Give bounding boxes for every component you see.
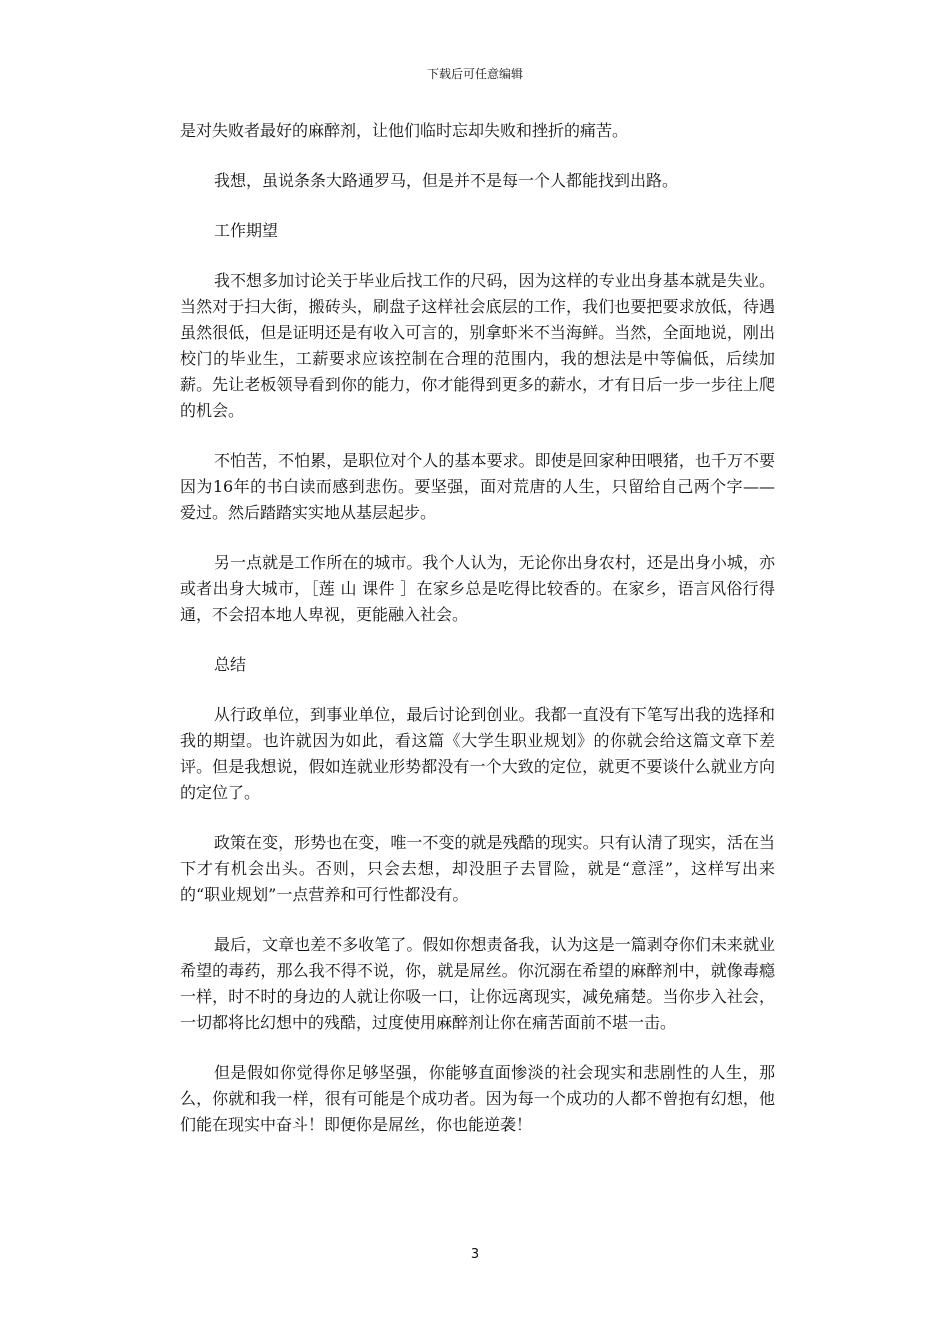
page-header: 下载后可任意编辑 (426, 67, 523, 81)
section-heading-work-expectation: 工作期望 (214, 221, 279, 240)
paragraph: 我不想多加讨论关于毕业后找工作的尺码，因为这样的专业出身基本就是失业。当然对于扫大街，搬砖头，刷盘子这样社会底层的工作，我们也要把要求放低，待遇虽然很低，但是证明还是有收入可言的，别拿虾米不当海鲜。当然，全面地说，刚出校门的毕业生，工薪要求应该控制在合理的范围内，我的想法是中等偏低，后续加薪。先让老板领导看到你的能力，你才能得到更多的薪水，才有日后一步一步往上爬的机会。 (180, 271, 775, 420)
paragraph: 不怕苦，不怕累，是职位对个人的基本要求。即使是回家种田喂猪，也千万不要因为16年的书白读而感到悲伤。要坚强，面对荒唐的人生，只留给自己两个字——爱过。然后踏踏实实地从基层起步。 (180, 451, 775, 522)
paragraph: 最后，文章也差不多收笔了。假如你想责备我，认为这是一篇剥夺你们未来就业希望的毒药，那么我不得不说，你，就是屌丝。你沉溺在希望的麻醉剂中，就像毒瘾一样，时不时的身边的人就让你吸一口，让你远离现实，减免痛楚。当你步入社会，一切都将比幻想中的残酷，过度使用麻醉剂让你在痛苦面前不堪一击。 (180, 935, 775, 1032)
paragraph: 我想，虽说条条大路通罗马，但是并不是每一个人都能找到出路。 (214, 171, 679, 190)
document-body (180, 118, 775, 1162)
paragraph: 但是假如你觉得你足够坚强，你能够直面惨淡的社会现实和悲剧性的人生，那么，你就和我一样，很有可能是个成功者。因为每一个成功的人都不曾抱有幻想，他们能在现实中奋斗！即便你是屌丝，你也能逆袭！ (180, 1063, 775, 1134)
page-number: 3 (470, 1247, 480, 1262)
paragraph: 政策在变，形势也在变，唯一不变的就是残酷的现实。只有认清了现实，活在当下才有机会出头。否则，只会去想，却没胆子去冒险，就是“意淫”，这样写出来的“职业规划”一点营养和可行性都没有。 (180, 833, 775, 904)
section-heading-summary: 总结 (214, 655, 247, 674)
paragraph: 另一点就是工作所在的城市。我个人认为，无论你出身农村，还是出身小城，亦或者出身大城市，［莲 山 课件 ］在家乡总是吃得比较香的。在家乡，语言风俗行得通，不会招本地人卑视，更能融入社会。 (180, 553, 775, 624)
paragraph: 从行政单位，到事业单位，最后讨论到创业。我都一直没有下笔写出我的选择和我的期望。也许就因为如此，看这篇《大学生职业规划》的你就会给这篇文章下差评。但是我想说，假如连就业形势都没有一个大致的定位，就更不要谈什么就业方向的定位了。 (180, 705, 775, 802)
paragraph-continuation: 是对失败者最好的麻醉剂，让他们临时忘却失败和挫折的痛苦。 (180, 121, 629, 140)
